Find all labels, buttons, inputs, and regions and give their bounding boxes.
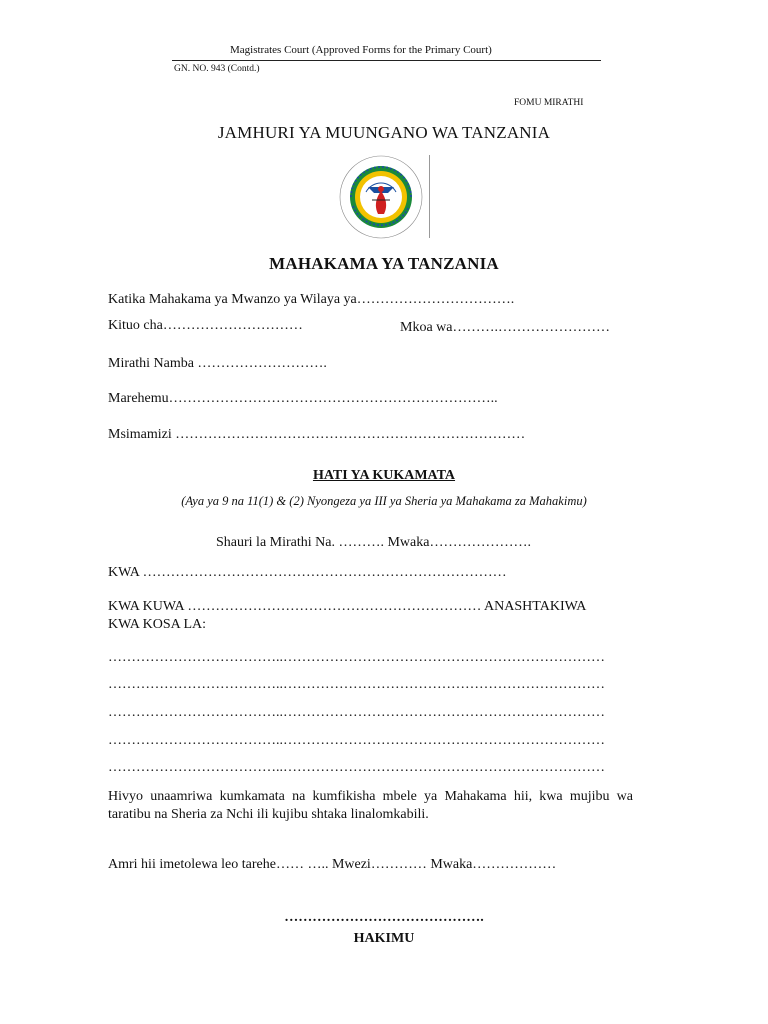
court-title: MAHAKAMA YA TANZANIA xyxy=(269,254,499,273)
mkoa-field: Mkoa wa……….…………………… xyxy=(400,320,610,335)
republic-title: JAMHURI YA MUUNGANO WA TANZANIA xyxy=(217,123,551,142)
kwa-kuwa-line: KWA KUWA ……………………………………………………… ANASHTAKIWA xyxy=(108,599,587,614)
kwa-line: KWA …………………………………………………………………… xyxy=(108,565,507,580)
msimamizi-field: Msimamizi ………………………………………………………………… xyxy=(108,427,526,442)
court-field: Katika Mahakama ya Mwanzo ya Wilaya ya……………………………. xyxy=(108,292,515,307)
kituo-field: Kituo cha………………………… xyxy=(108,318,303,333)
mirathi-namba-field: Mirathi Namba ………………………. xyxy=(108,356,327,371)
marehemu-field: Marehemu…………………………………………………………….. xyxy=(108,391,498,406)
blank-line: ………………………………..…………………………………………………………… xyxy=(108,677,605,692)
blank-line: ………………………………..…………………………………………………………… xyxy=(108,705,605,720)
header-rule xyxy=(172,60,601,61)
kwa-kosa-label: KWA KOSA LA: xyxy=(108,617,207,632)
signature-title: HAKIMU xyxy=(353,931,415,946)
warrant-title: HATI YA KUKAMATA xyxy=(312,468,456,483)
seal-divider xyxy=(429,155,430,238)
order-paragraph: Hivyo unaamriwa kumkamata na kumfikisha mbele ya Mahakama hii, kwa mujibu wa taratibu na Sheria za Nchi ili kujibu shtaka linalomkabili. xyxy=(108,789,633,822)
form-name: FOMU MIRATHI xyxy=(514,98,584,108)
gazette-number: GN. NO. 943 (Contd.) xyxy=(174,64,260,74)
date-line: Amri hii imetolewa leo tarehe…… ….. Mwezi………… Mwaka……………… xyxy=(108,857,557,872)
judiciary-seal-icon xyxy=(338,154,424,240)
blank-line: ………………………………..…………………………………………………………… xyxy=(108,733,605,748)
signature-line: ……………………………………. xyxy=(284,910,484,925)
warrant-subtitle: (Aya ya 9 na 11(1) & (2) Nyongeza ya III ya Sheria ya Mahakama za Mahakimu) xyxy=(181,494,587,508)
blank-line: ………………………………..…………………………………………………………… xyxy=(108,760,605,775)
blank-line: ………………………………..…………………………………………………………… xyxy=(108,650,605,665)
running-header: Magistrates Court (Approved Forms for the Primary Court) xyxy=(230,44,492,56)
shauri-line: Shauri la Mirathi Na. ………. Mwaka…………………. xyxy=(216,535,531,550)
